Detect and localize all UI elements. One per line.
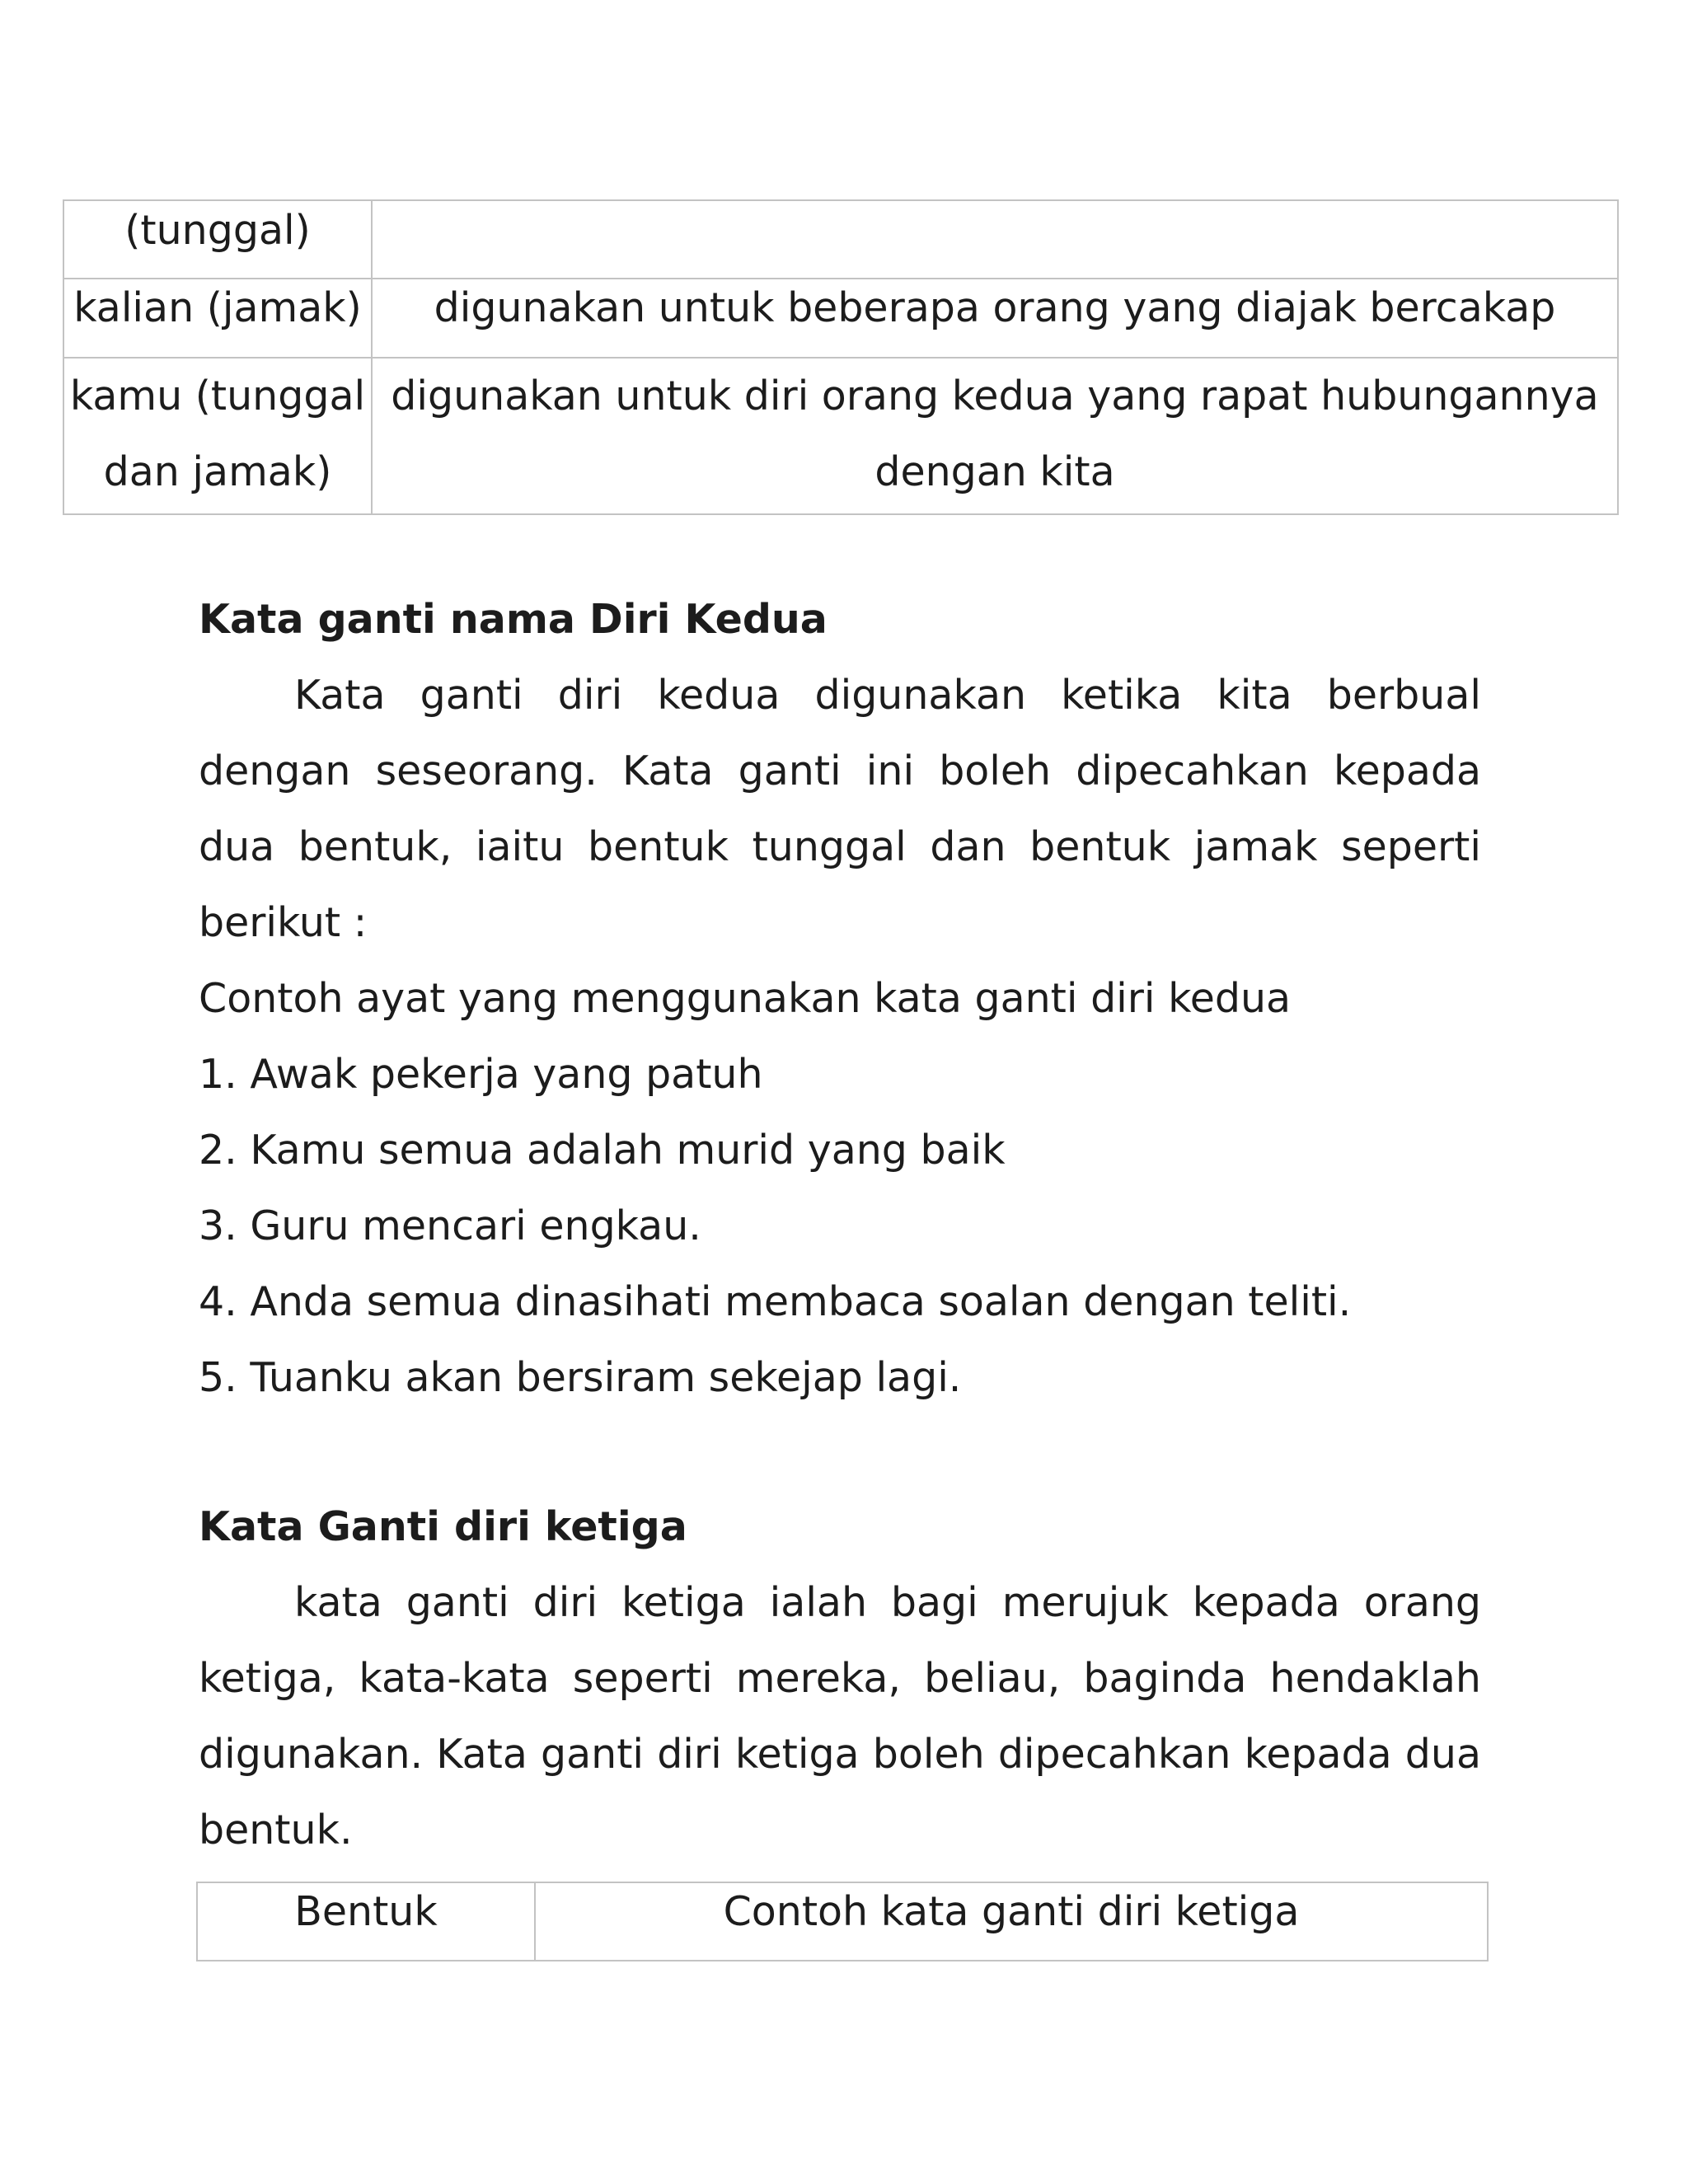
- examples-intro: Contoh ayat yang menggunakan kata ganti diri kedua: [199, 975, 1292, 1022]
- table-cell: kalian (jamak): [63, 279, 372, 358]
- table-header-cell: Contoh kata ganti diri ketiga: [535, 1882, 1488, 1961]
- section-paragraph: kata ganti diri ketiga ialah bagi merujuk kepada orang ketiga, kata-kata seperti mereka, beliau, baginda hendaklah digunakan. Kata ganti diri ketiga boleh dipecahkan kepada dua bentuk.: [199, 1579, 1481, 1854]
- table-row: [63, 279, 1618, 358]
- table-cell: kamu (tunggal dan jamak): [63, 358, 372, 514]
- section-heading: Kata Ganti diri ketiga: [199, 1503, 687, 1550]
- table-row: [63, 358, 1618, 514]
- table-header-cell: Bentuk: [197, 1882, 535, 1961]
- list-item: 1. Awak pekerja yang patuh: [199, 1051, 763, 1098]
- list-item: 4. Anda semua dinasihati membaca soalan dengan teliti.: [199, 1278, 1352, 1325]
- list-item: 2. Kamu semua adalah murid yang baik: [199, 1127, 1006, 1174]
- section-heading: Kata ganti nama Diri Kedua: [199, 596, 828, 643]
- table-cell: [372, 200, 1618, 279]
- pronoun-table-continued: [63, 199, 1619, 515]
- section-paragraph: Kata ganti diri kedua digunakan ketika kita berbual dengan seseorang. Kata ganti ini boleh dipecahkan kepada dua bentuk, iaitu bentuk tunggal dan bentuk jamak seperti berikut :: [199, 672, 1481, 946]
- list-item: 5. Tuanku akan bersiram sekejap lagi.: [199, 1354, 962, 1401]
- table-cell: (tunggal): [63, 200, 372, 279]
- table-cell: digunakan untuk beberapa orang yang diajak bercakap: [372, 279, 1618, 358]
- table-header-row: [197, 1882, 1488, 1961]
- table-cell: digunakan untuk diri orang kedua yang rapat hubungannya dengan kita: [372, 358, 1618, 514]
- table-row: [63, 200, 1618, 279]
- third-person-table: [196, 1882, 1489, 1961]
- list-item: 3. Guru mencari engkau.: [199, 1202, 701, 1249]
